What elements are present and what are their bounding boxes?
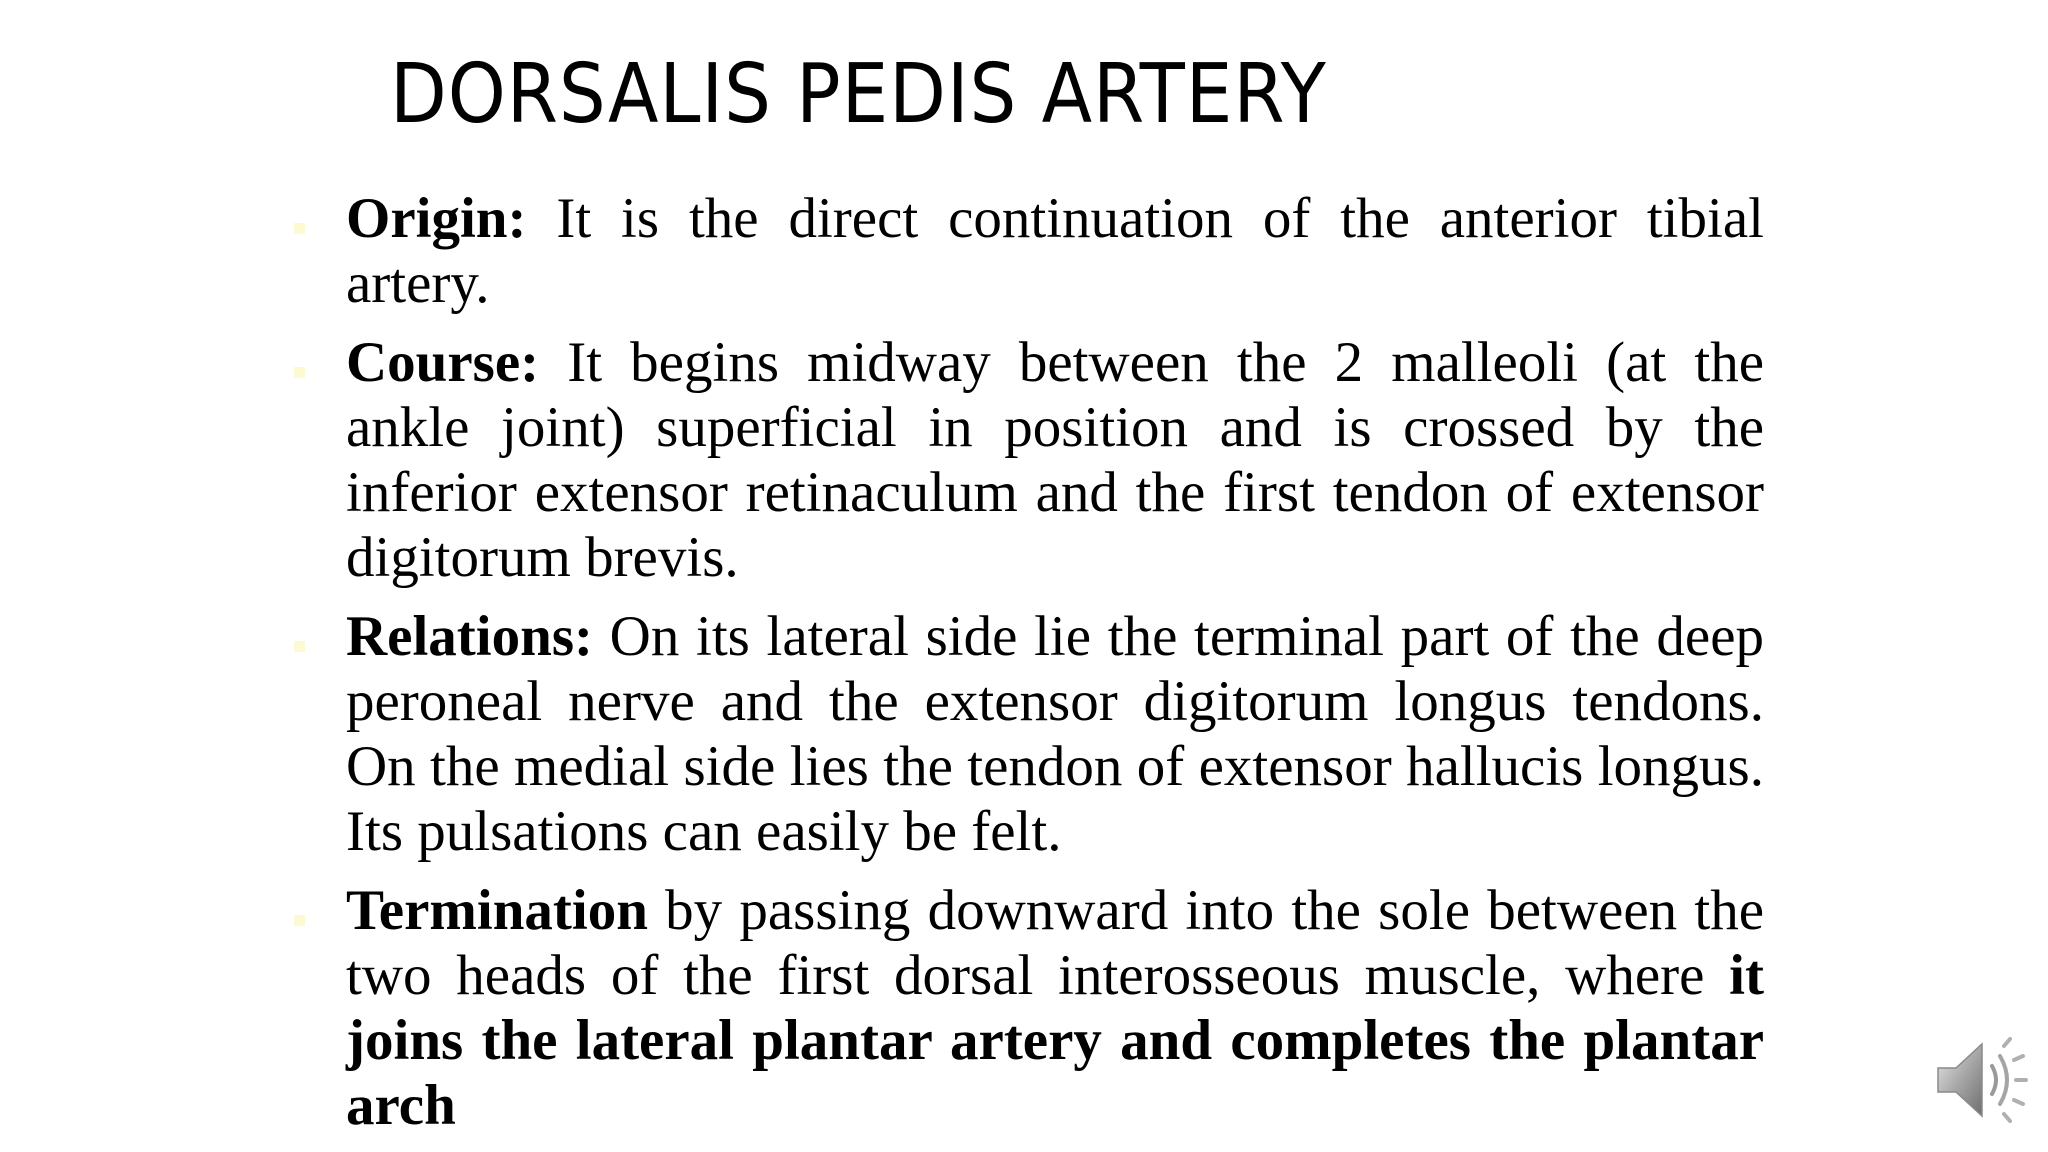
bullet-body: It begins midway between the 2 malleoli (at the ankle joint) superficial in position and is crossed by the inferior extensor retinaculum and the first tendon of extensor digitorum brevis.	[346, 331, 1764, 589]
bullet-text	[346, 186, 1764, 316]
bullet-term: Origin:	[346, 187, 527, 250]
bullet-body: by passing downward into the sole between the two heads of the first dorsal interosseous muscle, where	[346, 879, 1764, 1007]
bullet-course	[284, 330, 1764, 590]
bullet-relations	[284, 604, 1764, 864]
bullet-text	[346, 604, 1764, 864]
bullet-body: On its lateral side lie the terminal part of the deep peroneal nerve and the extensor digitorum longus tendons. On the medial side lies the tendon of extensor hallucis longus. Its pulsations can easily be felt.	[346, 605, 1764, 863]
bullet-marker	[294, 223, 305, 234]
bullet-term: Termination	[346, 879, 648, 942]
bullet-term: Course:	[346, 331, 540, 394]
slide-title: DORSALIS PEDIS ARTERY	[390, 47, 1327, 142]
bullet-origin	[284, 186, 1764, 316]
bullet-term: Relations:	[346, 605, 593, 668]
bullet-emphasis: it joins the lateral plantar artery and completes the plantar arch	[346, 944, 1764, 1137]
bullet-marker	[294, 367, 305, 378]
bullet-termination	[284, 878, 1764, 1138]
bullet-list	[284, 186, 1764, 1152]
bullet-body: It is the direct continuation of the anterior tibial artery.	[346, 187, 1764, 315]
bullet-text	[346, 330, 1764, 590]
bullet-marker	[294, 641, 305, 652]
speaker-icon[interactable]	[1930, 1030, 2030, 1130]
bullet-text	[346, 878, 1764, 1138]
bullet-marker	[294, 915, 305, 926]
